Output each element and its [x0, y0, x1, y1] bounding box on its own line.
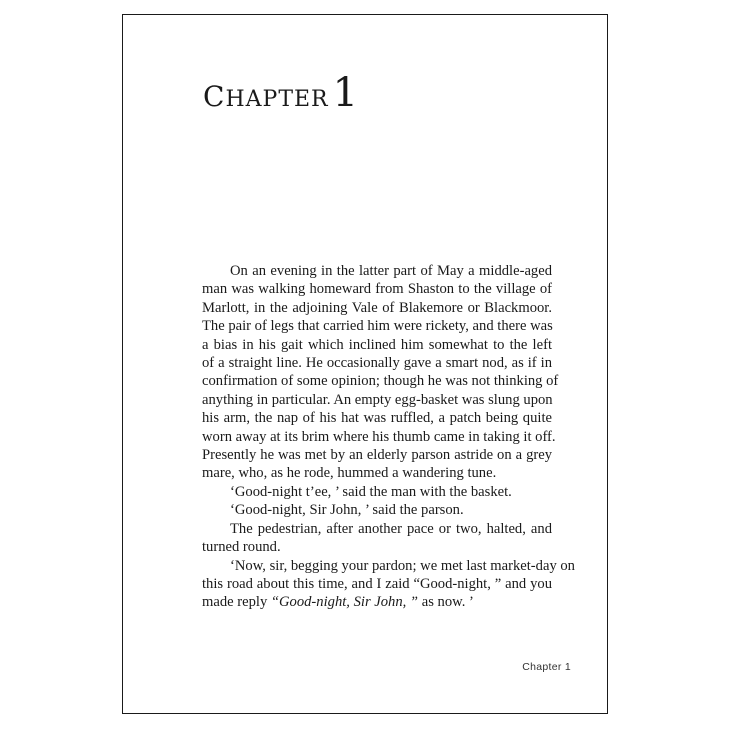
last-line-start: made reply — [202, 594, 271, 611]
dialogue-line: ‘Good-night, Sir John, ’ said the parson. — [230, 502, 464, 519]
body-line: his arm, the nap of his hat was ruffled, a patch being quite — [202, 410, 552, 427]
body-line: of a straight line. He occasionally gave a smart nod, as if in — [202, 355, 552, 372]
body-line: anything in particular. An empty egg-basket was slung upon — [202, 391, 553, 408]
dialogue-line — [202, 593, 552, 611]
running-footer: Chapter 1 — [522, 661, 571, 673]
body-line: Presently he was met by an elderly parson astride on a grey — [202, 447, 552, 464]
dialogue-line: ‘Good-night t’ee, ’ said the man with the basket. — [230, 483, 512, 500]
body-line: The pair of legs that carried him were rickety, and there was — [202, 318, 553, 335]
last-line-italic: “Good-night, Sir John, ” — [270, 594, 419, 611]
chapter-word-initial: C — [203, 80, 226, 113]
dialogue-line: this road about this time, and I zaid “Good-night, ” and you — [202, 575, 552, 592]
body-line: worn away at its brim where his thumb came in taking it off. — [202, 428, 556, 445]
book-page — [122, 14, 608, 714]
body-line: man was walking homeward from Shaston to the village of — [202, 281, 552, 298]
body-line: On an evening in the latter part of May a middle-aged — [230, 263, 552, 279]
chapter-word — [203, 80, 329, 113]
body-line: confirmation of some opinion; though he was not thinking of — [202, 373, 559, 390]
chapter-heading — [203, 70, 359, 116]
body-line: Marlott, in the adjoining Vale of Blakemore or Blackmoor. — [202, 299, 552, 316]
last-line-end: as now. ’ — [418, 594, 474, 611]
body-line: a bias in his gait which inclined him somewhat to the left — [202, 336, 552, 353]
body-line: The pedestrian, after another pace or two, halted, and — [230, 520, 552, 537]
dialogue-line: ‘Now, sir, begging your pardon; we met last market-day on — [230, 557, 575, 574]
chapter-number: 1 — [332, 70, 359, 116]
chapter-word-rest: HAPTER — [225, 87, 329, 112]
body-line: turned round. — [202, 539, 281, 556]
body-line: mare, who, as he rode, hummed a wandering tune. — [202, 465, 497, 482]
chapter-body — [202, 262, 575, 612]
